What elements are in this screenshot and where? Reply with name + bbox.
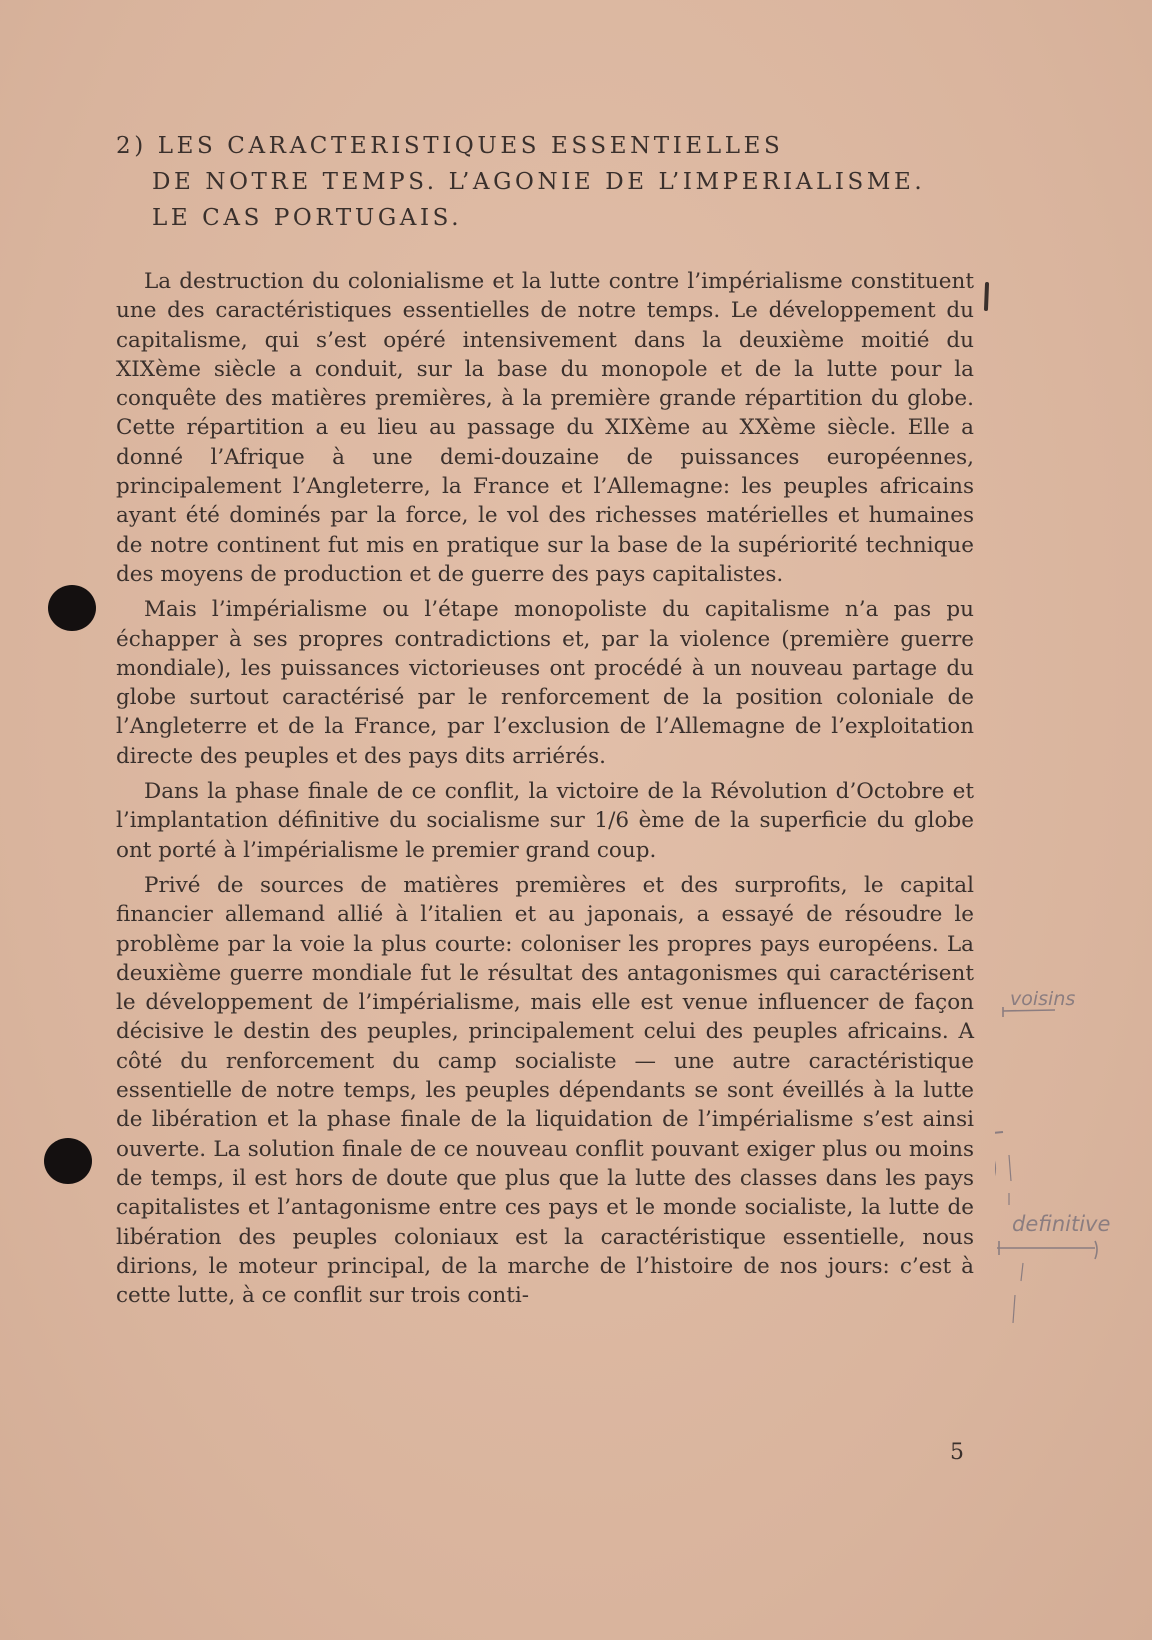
section-heading — [116, 128, 996, 236]
paragraph-3: Dans la phase finale de ce conflit, la victoire de la Révolution d’Octobre et l’implantation définitive du socialisme sur 1/6 ème de la superficie du globe ont porté à l’impérialisme le premier grand coup. — [116, 779, 974, 863]
paragraph-1: La destruction du colonialisme et la lutte contre l’impérialisme constituent une des caractéristiques essentielles de notre temps. Le développement du capitalisme, qui s’est opéré intensivement dans la deuxième moitié du XIXème siècle a conduit, sur la base du monopole et de la lutte pour la conquête des matières premières, à la première grande répartition du globe. Cette répartition a eu lieu au passage du XIXème au XXème siècle. Elle a donné l’Afrique à une demi-douzaine de puissances européennes, principalement l’Angleterre, la France et l’Allemagne: les peuples africains ayant été dominés par la force, le vol des richesses matérielles et humaines de notre continent fut mis en pratique sur la base de la supériorité technique des moyens de production et de guerre des pays capitalistes. — [116, 269, 974, 587]
heading-line-1: 2) LES CARACTERISTIQUES ESSENTIELLES — [116, 133, 784, 159]
heading-line-3: LE CAS PORTUGAIS. — [152, 205, 463, 231]
page-number: 5 — [950, 1440, 964, 1465]
paragraph-4: Privé de sources de matières premières et des surprofits, le capital financier allemand allié à l’italien et au japonais, a essayé de résoudre le problème par la voie la plus courte: coloniser les propres pays européens. La deuxième guerre mondiale fut le résultat des antagonismes qui caractérisent le développement de l’impérialisme, mais elle est venue influencer de façon décisive le destin des peuples, principalement celui des peuples africains. A côté du renforcement du camp socialiste — une autre caractéristique essentielle de notre temps, les peuples dépendants se sont éveillés à la lutte de libération et la phase finale de la liquidation de l’impérialisme s’est ainsi ouverte. La solution finale de ce nouveau conflit pouvant exiger plus ou moins de temps, il est hors de doute que plus que la lutte des classes dans les pays capitalistes et l’antagonisme entre ces pays et le monde socialiste, la lutte de libération des peuples coloniaux est la caractéristique essentielle, nous dirions, le moteur principal, de la marche de l’histoire de nos jours: c’est à cette lutte, à ce conflit sur trois conti- — [116, 872, 974, 1309]
punch-hole — [44, 1138, 92, 1184]
margin-bar-mark — [982, 282, 992, 312]
punch-hole — [48, 585, 96, 631]
margin-note-voisins: voisins — [1010, 988, 1076, 1010]
heading-line-2: DE NOTRE TEMPS. L’AGONIE DE L’IMPERIALISME. — [152, 169, 926, 195]
body-text — [116, 267, 974, 1316]
margin-note-definitive: definitive — [1012, 1212, 1111, 1236]
paragraph-2: Mais l’impérialisme ou l’étape monopoliste du capitalisme n’a pas pu échapper à ses propres contradictions et, par la violence (première guerre mondiale), les puissances victorieuses ont procédé à un nouveau partage du globe surtout caractérisé par le renforcement de la position coloniale de l’Angleterre et de la France, par l’exclusion de l’Allemagne de l’exploitation directe des peuples et des pays dits arriérés. — [116, 597, 974, 769]
handwritten-bracket-mark — [995, 1005, 1105, 1325]
